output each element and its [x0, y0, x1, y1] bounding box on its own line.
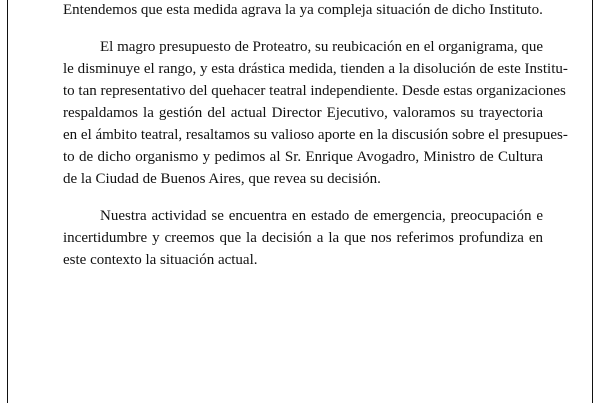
document-body: [63, 0, 568, 271]
text-line: Nuestra actividad se encuentra en estado de emergencia, preocupación e: [100, 208, 543, 224]
text-line: en el ámbito teatral, resaltamos su valioso aporte en la discusión sobre el presupues-: [63, 127, 568, 143]
text-line: Entendemos que esta medida agrava la ya compleja situación de dicho Instituto.: [63, 2, 543, 18]
paragraph-spacer: [63, 190, 543, 205]
paragraph-spacer: [63, 21, 543, 36]
text-line: El magro presupuesto de Proteatro, su reubicación en el organigrama, que: [100, 39, 543, 55]
paragraph-3: [63, 205, 543, 271]
text-line: incertidumbre y creemos que la decisión a la que nos referimos profundiza en: [63, 230, 543, 246]
text-line: respaldamos la gestión del actual Director Ejecutivo, valoramos su trayectoria: [63, 105, 543, 121]
text-line: de la Ciudad de Buenos Aires, que revea su decisión.: [63, 171, 381, 187]
text-line: to de dicho organismo y pedimos al Sr. Enrique Avogadro, Ministro de Cultura: [63, 149, 543, 165]
text-line: to tan representativo del quehacer teatral independiente. Desde estas organizaciones: [63, 83, 566, 99]
text-line: le disminuye el rango, y esta drástica medida, tienden a la disolución de este Institu-: [63, 61, 568, 77]
paragraph-2: [63, 36, 568, 190]
paragraph-1: [63, 0, 543, 21]
text-line: este contexto la situación actual.: [63, 252, 258, 268]
